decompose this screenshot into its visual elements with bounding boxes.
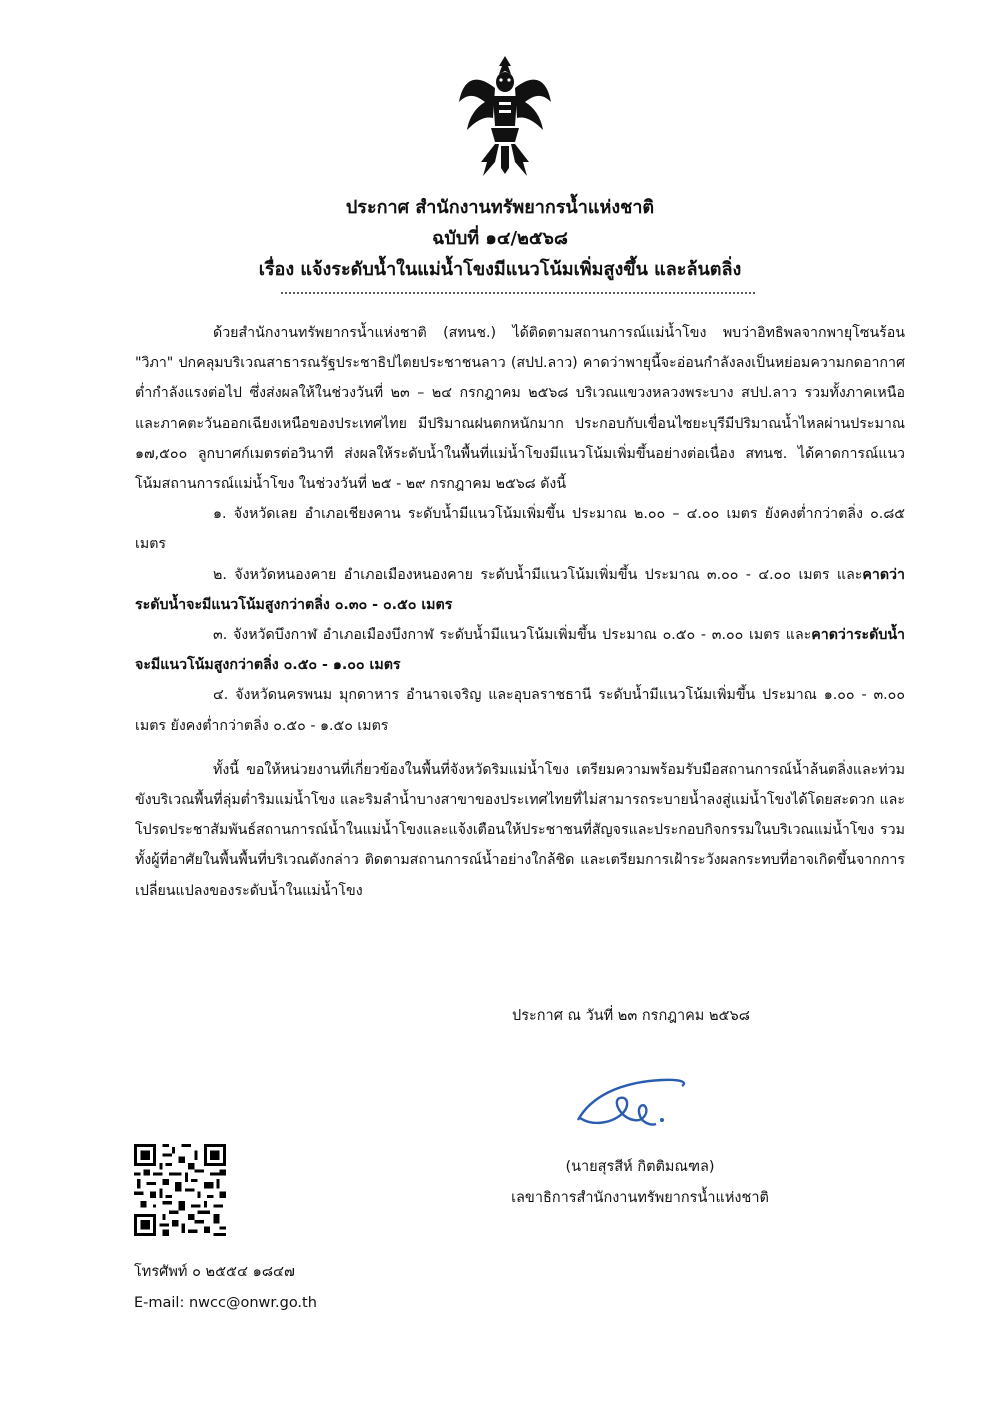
- announcement-date: ประกาศ ณ วันที่ ๒๓ กรกฎาคม ๒๕๖๘: [512, 1008, 750, 1024]
- forecast-item-1: ๑. จังหวัดเลย อำเภอเชียงคาน ระดับน้ำมีแนวโน้มเพิ่มขึ้น ประมาณ ๒.๐๐ – ๔.๐๐ เมตร ยังคงต่ำกว่าตลิ่ง ๐.๘๕ เมตร: [135, 506, 905, 553]
- forecast-item-4: ๔. จังหวัดนครพนม มุกดาหาร อำนาจเจริญ และอุบลราชธานี ระดับน้ำมีแนวโน้มเพิ่มขึ้น ประมาณ ๑.๐๐ - ๓.๐๐ เมตร ยังคงต่ำกว่าตลิ่ง ๐.๕๐ - ๑.๕๐ เมตร: [135, 687, 905, 734]
- announcement-body: [135, 318, 905, 906]
- contact-phone: โทรศัพท์ ๐ ๒๕๕๔ ๑๘๔๗: [134, 1264, 295, 1280]
- forecast-item-2: ๒. จังหวัดหนองคาย อำเภอเมืองหนองคาย ระดับน้ำมีแนวโน้มเพิ่มขึ้น ประมาณ ๓.๐๐ - ๔.๐๐ เมตร และคาดว่าระดับน้ำจะมีแนวโน้มสูงกว่าตลิ่ง ๐.๓๐ - ๐.๕๐ เมตร: [135, 566, 905, 613]
- announcement-header: [0, 192, 1000, 285]
- contact-email[interactable]: E-mail: nwcc@onwr.go.th: [134, 1295, 317, 1311]
- dotted-divider: [280, 292, 757, 294]
- signature: [570, 1068, 700, 1138]
- announcement-issue: ฉบับที่ ๑๔/๒๕๖๘: [432, 228, 568, 249]
- signer-position: เลขาธิการสำนักงานทรัพยากรน้ำแห่งชาติ: [511, 1190, 769, 1206]
- qr-code[interactable]: [134, 1144, 226, 1236]
- intro-paragraph: ด้วยสำนักงานทรัพยากรน้ำแห่งชาติ (สทนช.) ได้ติดตามสถานการณ์แม่น้ำโขง พบว่าอิทธิพลจากพายุโซนร้อน "วิภา" ปกคลุมบริเวณสาธารณรัฐประชาธิปไตยประชาชนลาว (สปป.ลาว) คาดว่าพายุนี้จะอ่อนกำลังลงเป็นหย่อมความกดอากาศต่ำกำลังแรงต่อไป ซึ่งส่งผลให้ในช่วงวันที่ ๒๓ – ๒๔ กรกฎาคม ๒๕๖๘ บริเวณแขวงหลวงพระบาง สปป.ลาว รวมทั้งภาคเหนือ และภาคตะวันออกเฉียงเหนือของประเทศไทย มีปริมาณฝนตกหนักมาก ประกอบกับเขื่อนไซยะบุรีมีปริมาณน้ำไหลผ่านประมาณ ๑๗,๕๐๐ ลูกบาศก์เมตรต่อวินาที ส่งผลให้ระดับน้ำในพื้นที่แม่น้ำโขงมีแนวโน้มเพิ่มขึ้นอย่างต่อเนื่อง สทนช. ได้คาดการณ์แนวโน้มสถานการณ์แม่น้ำโขง ในช่วงวันที่ ๒๕ - ๒๙ กรกฎาคม ๒๕๖๘ ดังนี้: [135, 325, 905, 493]
- contact-block: [134, 1257, 317, 1319]
- announcement-subject: เรื่อง แจ้งระดับน้ำในแม่น้ำโขงมีแนวโน้มเพิ่มสูงขึ้น และล้นตลิ่ง: [258, 259, 742, 280]
- announcement-title: ประกาศ สำนักงานทรัพยากรน้ำแห่งชาติ: [345, 197, 655, 218]
- signer-block: [480, 1152, 800, 1214]
- forecast-item-3: ๓. จังหวัดบึงกาฬ อำเภอเมืองบึงกาฬ ระดับน้ำมีแนวโน้มเพิ่มขึ้น ประมาณ ๐.๕๐ - ๓.๐๐ เมตร และคาดว่าระดับน้ำจะมีแนวโน้มสูงกว่าตลิ่ง ๐.๕๐ - ๑.๐๐ เมตร: [135, 627, 905, 674]
- closing-paragraph: ทั้งนี้ ขอให้หน่วยงานที่เกี่ยวข้องในพื้นที่จังหวัดริมแม่น้ำโขง เตรียมความพร้อมรับมือสถานการณ์น้ำล้นตลิ่งและท่วมขังบริเวณพื้นที่ลุ่มต่ำริมแม่น้ำโขง และริมลำน้ำบางสาขาของประเทศไทยที่ไม่สามารถระบายน้ำลงสู่แม่น้ำโขงได้โดยสะดวก และโปรดประชาสัมพันธ์สถานการณ์น้ำในแม่น้ำโขงและแจ้งเตือนให้ประชาชนที่สัญจรและประกอบกิจกรรมในบริเวณแม่น้ำโขง รวมทั้งผู้ที่อาศัยในพื้นพื้นที่บริเวณดังกล่าว ติดตามสถานการณ์น้ำอย่างใกล้ชิด และเตรียมการเฝ้าระวังผลกระทบที่อาจเกิดขึ้นจากการเปลี่ยนแปลงของระดับน้ำในแม่น้ำโขง: [135, 761, 905, 899]
- signer-name: (นายสุรสีห์ กิตติมณฑล): [565, 1159, 715, 1175]
- garuda-emblem: [455, 52, 555, 182]
